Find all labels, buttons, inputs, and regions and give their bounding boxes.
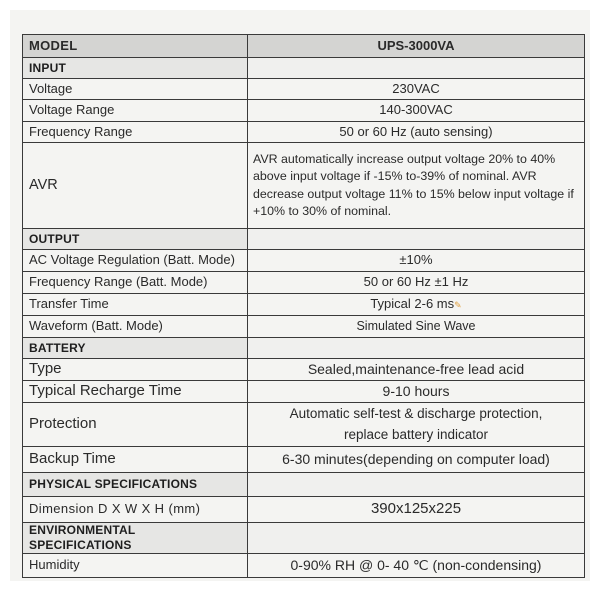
recharge-time-value: 9-10 hours [248, 381, 585, 403]
model-value: UPS-3000VA [248, 35, 585, 58]
protection-value-line1: Automatic self-test & discharge protection, [289, 406, 543, 422]
protection-label: Protection [23, 403, 248, 447]
section-battery-blank [248, 338, 585, 359]
voltage-value: 230VAC [248, 79, 585, 100]
table-row [23, 403, 585, 447]
waveform-label: Waveform (Batt. Mode) [23, 316, 248, 338]
table-row [23, 359, 585, 381]
model-label: MODEL [23, 35, 248, 58]
spec-sheet [10, 10, 590, 581]
backup-time-value: 6-30 minutes(depending on computer load) [248, 447, 585, 473]
protection-value-line2: replace battery indicator [343, 426, 489, 442]
transfer-time-cell [248, 294, 585, 316]
voltage-range-label: Voltage Range [23, 100, 248, 122]
table-row [23, 381, 585, 403]
section-input-title: INPUT [23, 58, 248, 79]
humidity-label: Humidity [23, 554, 248, 578]
table-row [23, 294, 585, 316]
section-output [23, 229, 585, 250]
voltage-label: Voltage [23, 79, 248, 100]
recharge-time-label: Typical Recharge Time [23, 381, 248, 403]
table-row [23, 250, 585, 272]
section-environmental [23, 523, 585, 554]
table-row [23, 316, 585, 338]
output-frequency-range-value: 50 or 60 Hz ±1 Hz [248, 272, 585, 294]
transfer-time-label: Transfer Time [23, 294, 248, 316]
table-row [23, 143, 585, 229]
waveform-value: Simulated Sine Wave [248, 316, 585, 338]
dimension-value: 390x125x225 [248, 497, 585, 523]
dimension-label: Dimension D X W X H (mm) [23, 497, 248, 523]
table-row [23, 554, 585, 578]
table-row [23, 447, 585, 473]
highlight-mark-icon: ✎ [454, 300, 462, 311]
input-frequency-range-value: 50 or 60 Hz (auto sensing) [248, 122, 585, 143]
table-row [23, 79, 585, 100]
protection-cell [248, 403, 585, 447]
section-environmental-title: ENVIRONMENTAL SPECIFICATIONS [23, 523, 248, 554]
table-row [23, 272, 585, 294]
section-environmental-blank [248, 523, 585, 554]
section-physical [23, 473, 585, 497]
battery-type-value: Sealed,maintenance-free lead acid [248, 359, 585, 381]
section-output-blank [248, 229, 585, 250]
ac-voltage-regulation-value: ±10% [248, 250, 585, 272]
avr-value: AVR automatically increase output voltage 20% to 40% above input voltage if -15% to-39% of nominal. AVR decrease output voltage 11% to 15% below input voltage if +10% to 30% of nominal. [248, 143, 585, 229]
section-physical-blank [248, 473, 585, 497]
avr-label: AVR [23, 143, 248, 229]
section-input-blank [248, 58, 585, 79]
section-physical-title: PHYSICAL SPECIFICATIONS [23, 473, 248, 497]
table-row [23, 122, 585, 143]
table-row [23, 100, 585, 122]
output-frequency-range-label: Frequency Range (Batt. Mode) [23, 272, 248, 294]
humidity-value: 0-90% RH @ 0- 40 ℃ (non-condensing) [248, 554, 585, 578]
transfer-time-value: Typical 2-6 ms [370, 296, 455, 312]
voltage-range-value: 140-300VAC [248, 100, 585, 122]
section-battery-title: BATTERY [23, 338, 248, 359]
model-row [23, 35, 585, 58]
section-battery [23, 338, 585, 359]
spec-table [22, 34, 585, 578]
battery-type-label: Type [23, 359, 248, 381]
ac-voltage-regulation-label: AC Voltage Regulation (Batt. Mode) [23, 250, 248, 272]
section-output-title: OUTPUT [23, 229, 248, 250]
input-frequency-range-label: Frequency Range [23, 122, 248, 143]
section-input [23, 58, 585, 79]
backup-time-label: Backup Time [23, 447, 248, 473]
table-row [23, 497, 585, 523]
